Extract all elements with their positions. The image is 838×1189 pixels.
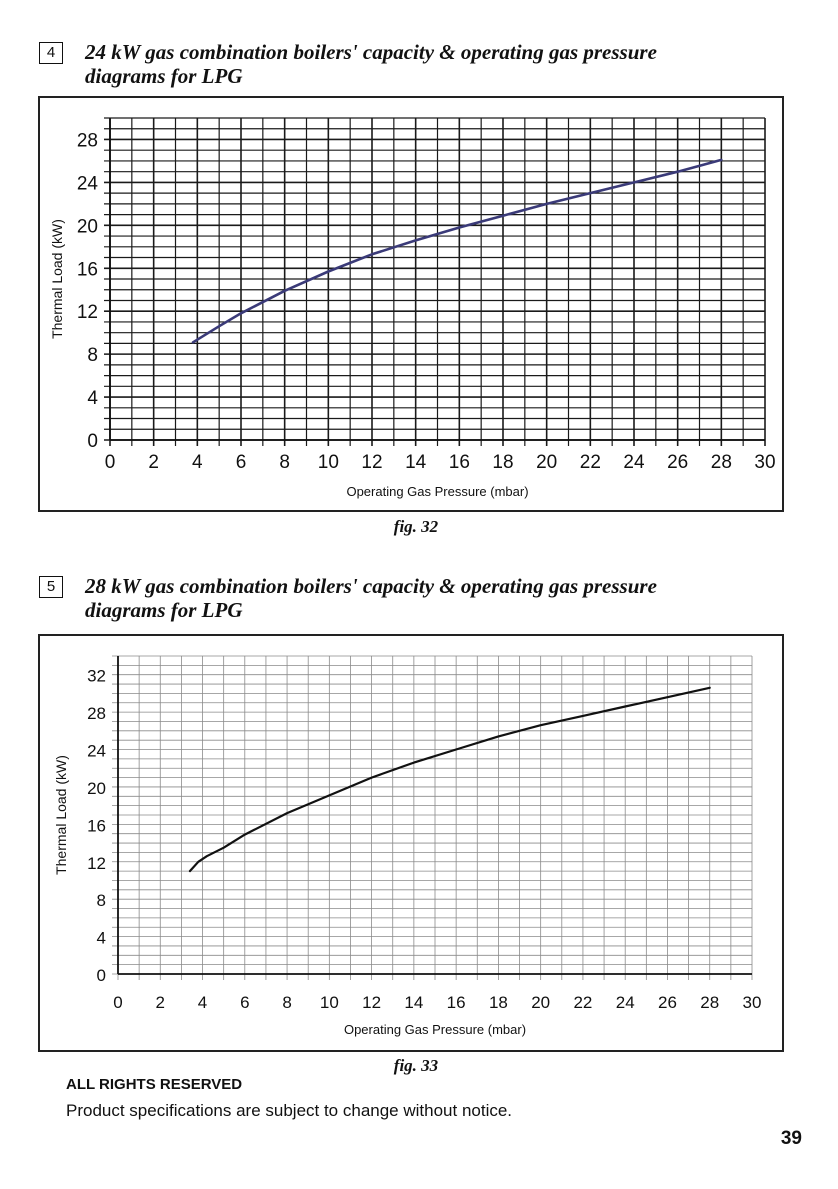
y-tick-label: 16 (87, 816, 106, 836)
x-tick-label: 16 (448, 452, 470, 473)
y-tick-label: 20 (76, 216, 98, 238)
x-tick-label: 4 (197, 993, 208, 1012)
x-tick-label: 12 (361, 452, 383, 473)
x-tick-label: 8 (282, 993, 292, 1012)
y-axis-label: Thermal Load (kW) (49, 219, 65, 339)
x-tick-label: 6 (235, 452, 247, 473)
section-title: 24 kW gas combination boilers' capacity & operating gas pressure diagrams for LPG (85, 40, 657, 88)
x-tick-label: 4 (192, 452, 203, 473)
y-tick-label: 0 (87, 431, 98, 452)
x-tick-label: 0 (104, 452, 116, 473)
x-tick-label: 2 (148, 452, 159, 473)
y-tick-label: 12 (76, 302, 98, 324)
figure-caption-32: fig. 32 (393, 517, 439, 536)
x-tick-label: 16 (446, 993, 466, 1012)
x-tick-label: 14 (405, 452, 427, 473)
rights-notice: ALL RIGHTS RESERVED (66, 1076, 243, 1093)
x-tick-label: 24 (623, 452, 645, 473)
page-number: 39 (780, 1128, 802, 1149)
y-tick-label: 4 (87, 388, 98, 410)
y-tick-label: 8 (96, 891, 106, 911)
x-tick-label: 28 (700, 993, 720, 1012)
x-tick-label: 2 (155, 993, 166, 1012)
y-tick-label: 32 (87, 666, 106, 686)
x-tick-label: 28 (710, 452, 732, 473)
x-tick-label: 8 (279, 452, 290, 473)
x-tick-label: 10 (317, 452, 339, 473)
chart-frame-28kw (38, 634, 784, 1052)
x-tick-label: 26 (658, 993, 677, 1012)
chart-28kw-lpg (40, 636, 782, 1050)
y-tick-label: 20 (87, 778, 106, 798)
y-tick-label: 4 (96, 928, 106, 948)
x-tick-label: 26 (667, 452, 689, 473)
chart-frame-24kw (38, 96, 784, 512)
x-tick-label: 22 (579, 452, 601, 473)
y-tick-label: 0 (96, 966, 106, 985)
x-tick-label: 6 (240, 993, 250, 1012)
x-axis-label: Operating Gas Pressure (mbar) (346, 484, 529, 499)
y-tick-label: 24 (76, 173, 98, 195)
figure-caption-33: fig. 33 (393, 1056, 439, 1075)
grid (104, 118, 765, 446)
x-tick-label: 0 (113, 993, 123, 1012)
series-line (190, 688, 710, 871)
x-axis-label: Operating Gas Pressure (mbar) (343, 1022, 527, 1037)
x-tick-label: 30 (754, 452, 776, 473)
y-tick-label: 24 (87, 741, 106, 761)
spec-notice: Product specifications are subject to change without notice. (66, 1101, 513, 1120)
y-tick-label: 8 (87, 345, 98, 367)
x-tick-label: 12 (362, 993, 382, 1012)
y-axis-label: Thermal Load (kW) (53, 755, 69, 875)
y-tick-label: 28 (87, 704, 106, 724)
x-tick-label: 10 (319, 993, 339, 1012)
x-tick-label: 18 (492, 452, 514, 473)
y-tick-label: 16 (76, 259, 98, 281)
x-tick-label: 30 (742, 993, 762, 1012)
y-tick-label: 12 (87, 853, 106, 873)
section-number: 4 (39, 42, 63, 64)
x-tick-label: 14 (404, 993, 424, 1012)
series-line (193, 160, 721, 342)
x-tick-label: 24 (615, 993, 635, 1012)
chart-24kw-lpg (40, 98, 782, 510)
x-tick-label: 20 (531, 993, 551, 1012)
grid (112, 656, 752, 980)
section-number: 5 (39, 576, 63, 598)
x-tick-label: 18 (488, 993, 508, 1012)
x-tick-label: 22 (573, 993, 593, 1012)
section-title: 28 kW gas combination boilers' capacity & operating gas pressure diagrams for LPG (85, 574, 657, 622)
x-tick-label: 20 (536, 452, 558, 473)
y-tick-label: 28 (76, 130, 98, 152)
